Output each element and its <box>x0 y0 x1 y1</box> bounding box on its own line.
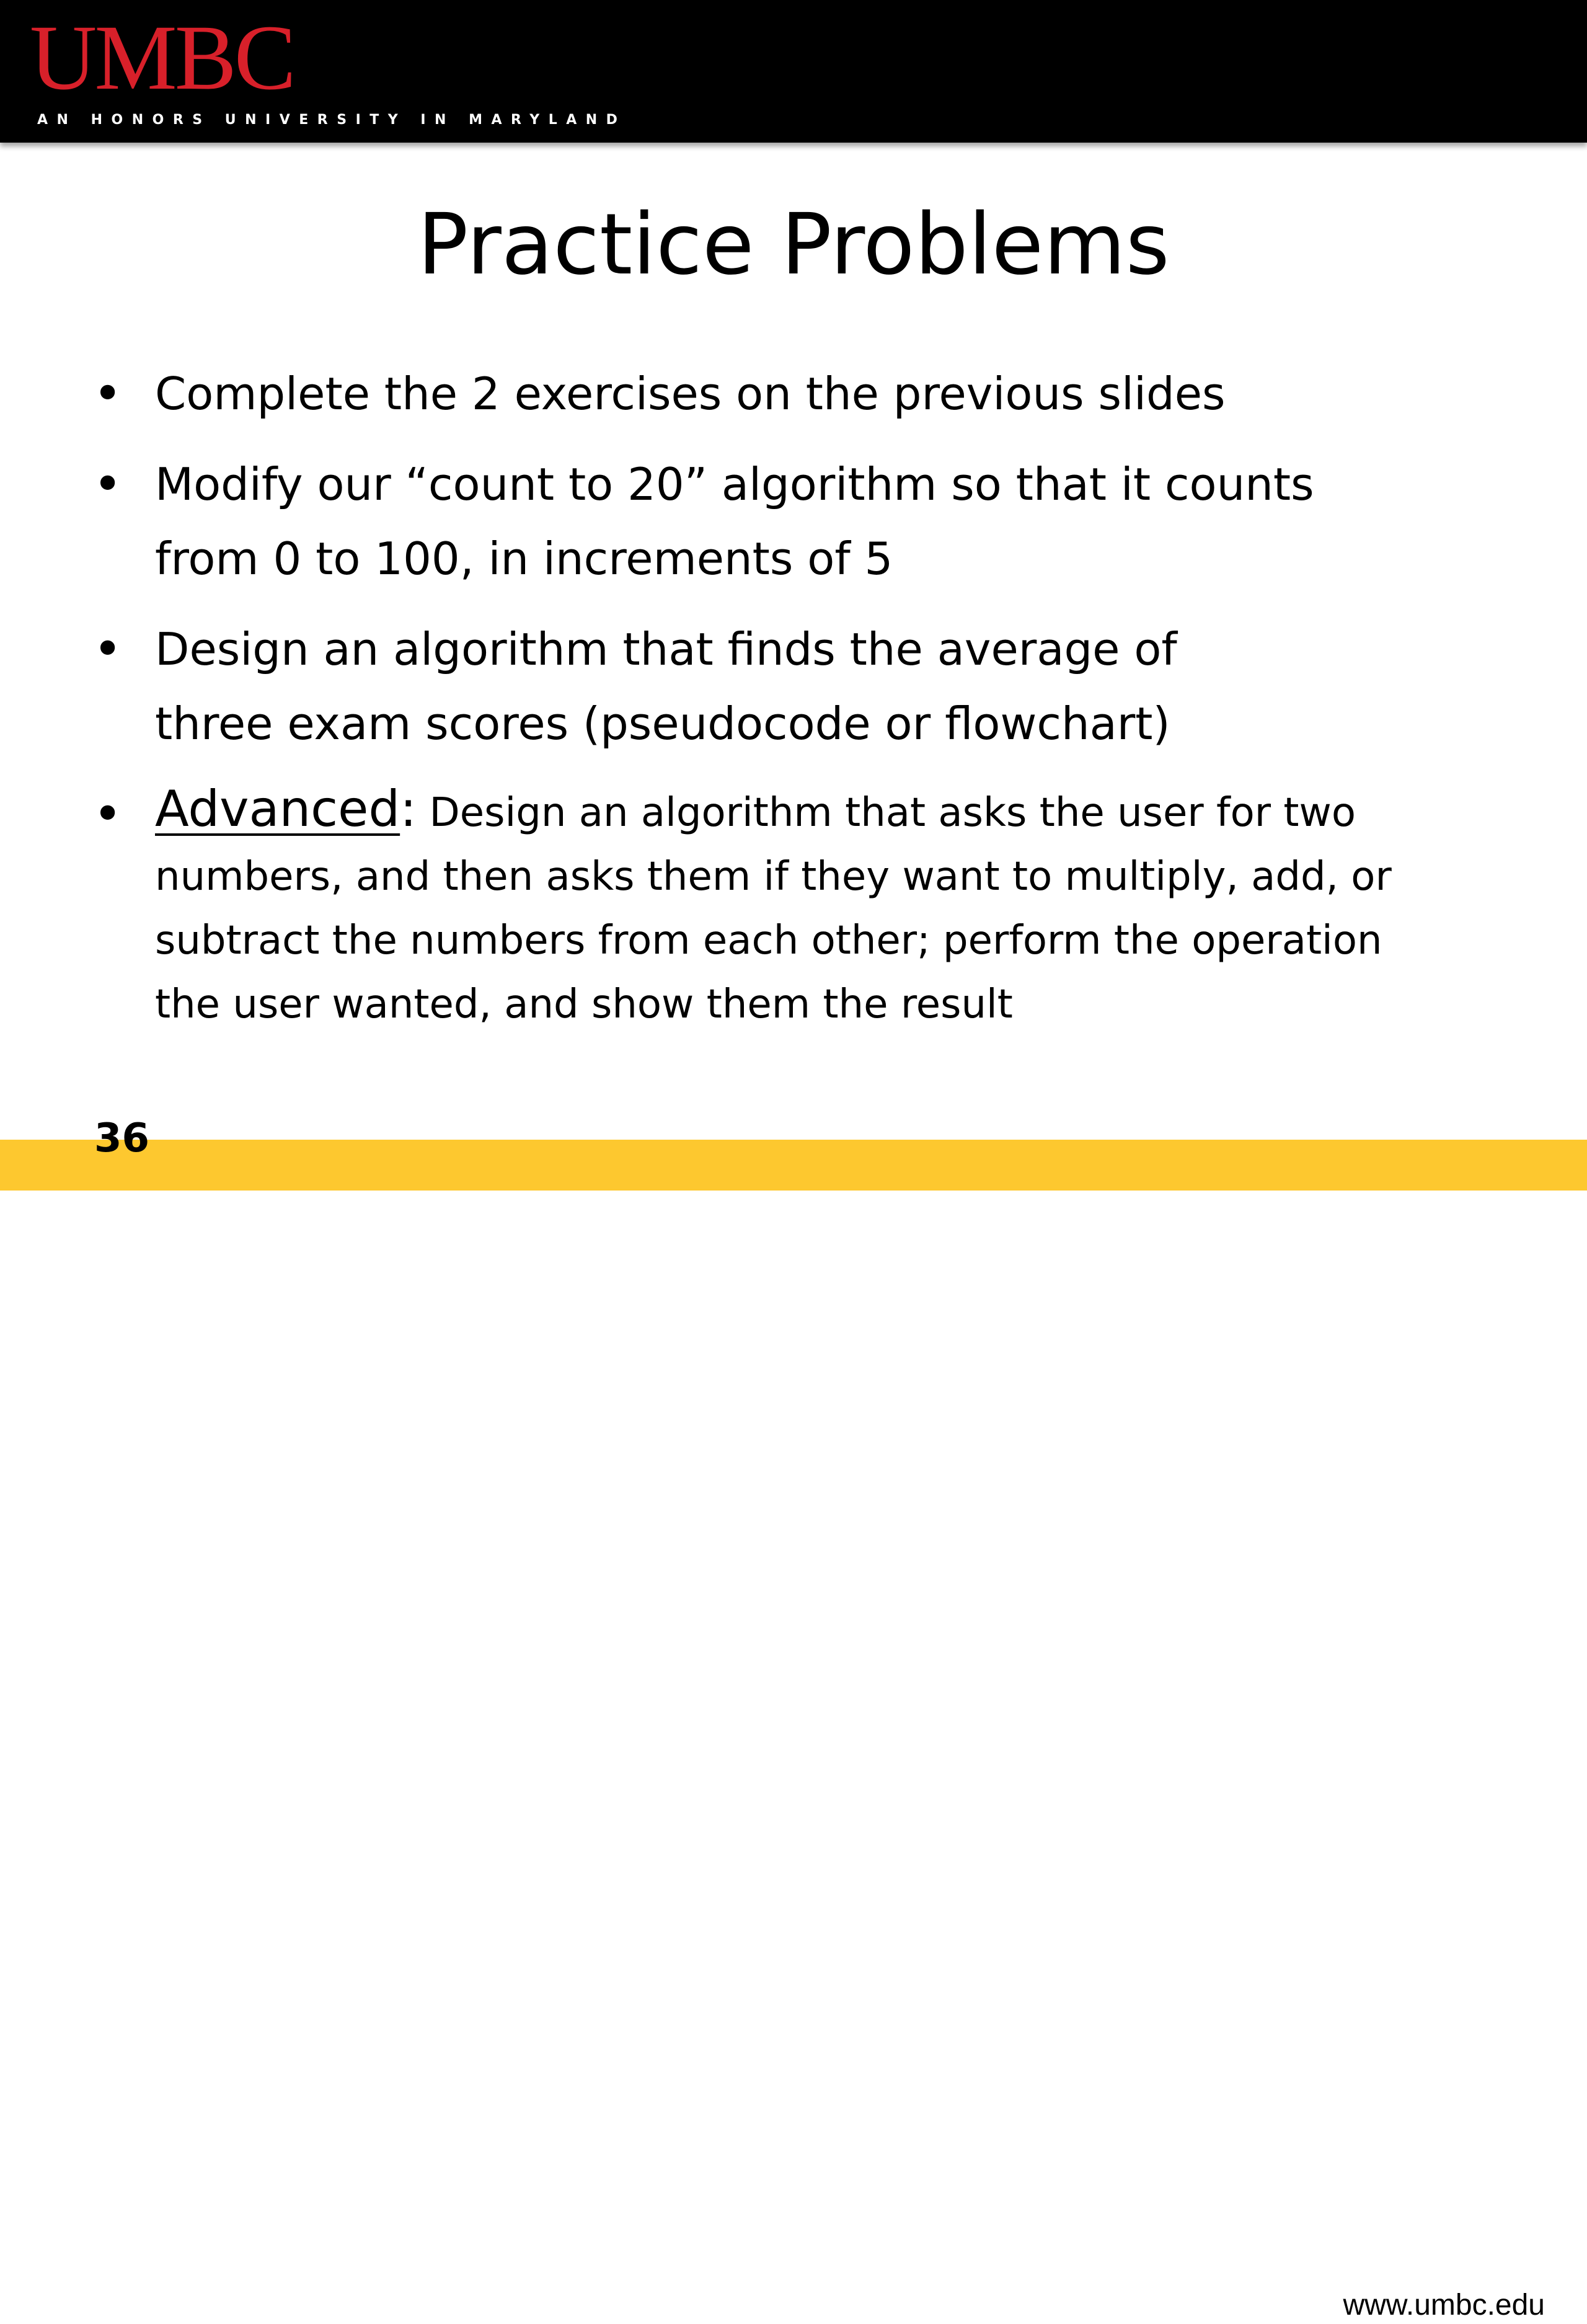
bullet-item-3 <box>93 612 1519 761</box>
advanced-text-1: Design an algorithm that asks the user for two <box>429 790 1356 836</box>
advanced-colon: : <box>400 780 417 838</box>
bullet-list <box>93 357 1519 1037</box>
advanced-line-3: subtract the numbers from each other; perform the operation <box>155 918 1382 964</box>
advanced-line-2: numbers, and then asks them if they want to multiply, add, or <box>155 854 1392 900</box>
page-number: 36 <box>94 1115 150 1161</box>
advanced-label: Advanced <box>155 780 400 838</box>
bullet-3-line-2: three exam scores (pseudocode or flowchart) <box>155 698 1170 750</box>
header-bar <box>0 0 1587 143</box>
bullet-1-line-1: Complete the 2 exercises on the previous slides <box>155 368 1226 420</box>
bullet-item-advanced <box>93 777 1519 1037</box>
footer-url: www.umbc.edu <box>1343 2289 1545 2322</box>
header-tagline: AN HONORS UNIVERSITY IN MARYLAND <box>37 112 627 128</box>
bullet-dot-icon: • <box>93 365 123 422</box>
bullet-2-line-2: from 0 to 100, in increments of 5 <box>155 533 893 585</box>
footer-bar <box>0 1140 1587 2322</box>
advanced-line-4: the user wanted, and show them the result <box>155 982 1013 1027</box>
bullet-dot-icon: • <box>93 785 123 843</box>
bullet-item-1 <box>93 357 1519 431</box>
bullet-dot-icon: • <box>93 455 123 513</box>
slide-title: Practice Problems <box>417 196 1170 294</box>
umbc-logo: UMBC <box>30 6 294 109</box>
bullet-item-2 <box>93 447 1519 596</box>
bullet-dot-icon: • <box>93 620 123 678</box>
bullet-2-line-1: Modify our “count to 20” algorithm so that it counts <box>155 458 1314 510</box>
advanced-line-1 <box>155 777 1519 845</box>
bullet-3-line-1: Design an algorithm that finds the average of <box>155 623 1177 675</box>
